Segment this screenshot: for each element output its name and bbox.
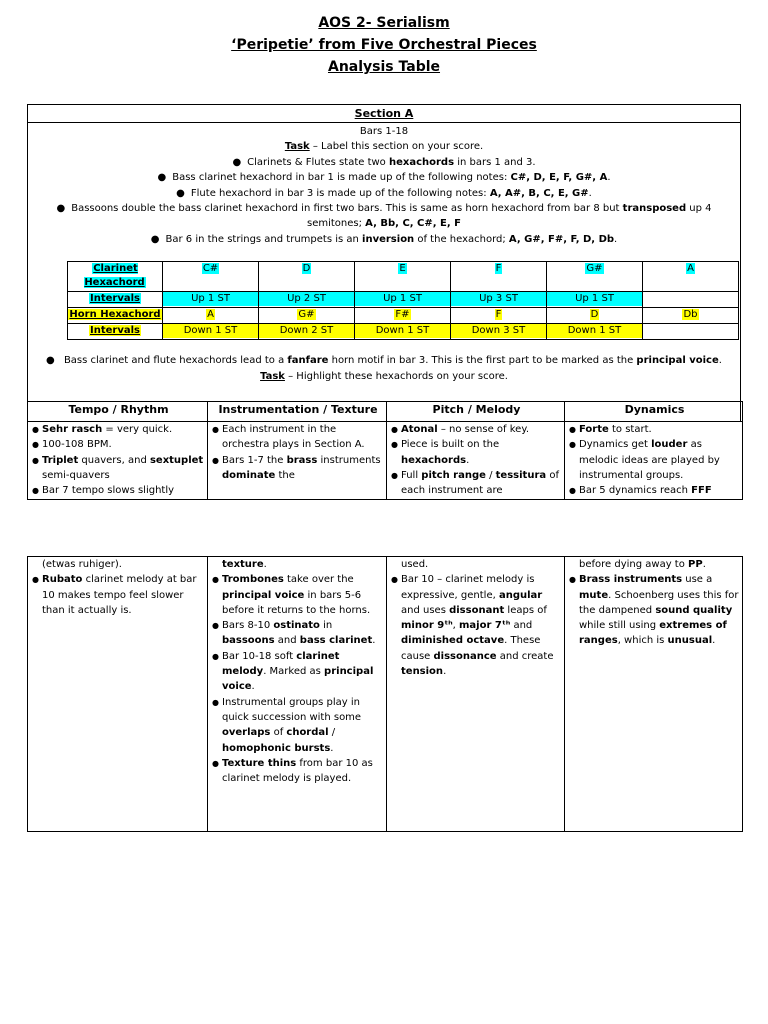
bold-text-run: FFF [691, 485, 712, 497]
hex-label-cell [68, 308, 163, 324]
hex-row-label: Horn Hexachord [69, 309, 161, 320]
text-run: Flute hexachord in bar 3 is made up of the following notes: [190, 187, 490, 199]
title-line-2: ‘Peripetie’ from Five Orchestral Pieces [231, 37, 537, 53]
task-text: – Label this section on your score. [309, 141, 484, 153]
text-run: horn motif in bar 3. This is the first part to be marked as the [328, 355, 637, 366]
bullet-item [212, 422, 384, 453]
hex-cell-value: Down 1 ST [355, 324, 450, 338]
bold-text-run: tension [401, 666, 444, 678]
bullet-item [32, 557, 205, 572]
hex-label-cell [68, 262, 163, 292]
hex-cell [355, 262, 451, 292]
hex-cell [259, 292, 355, 308]
hex-cell-value: G# [298, 309, 315, 320]
hex-row-label: Intervals [90, 325, 140, 336]
hex-cell [643, 292, 739, 308]
bold-text-run: dominate [222, 469, 276, 481]
bullet-dot-icon: ● [46, 355, 58, 366]
text-run: . [466, 454, 470, 466]
bold-text-run: Brass instruments [579, 574, 683, 586]
analysis-table-top [27, 401, 743, 500]
text-run: . [443, 666, 447, 678]
bold-text-run: homophonic bursts [222, 742, 331, 754]
text-run: clarinet melody at bar 10 makes tempo feel slower than it actually is. [42, 574, 197, 616]
text-run: while still using [579, 620, 660, 632]
hex-cell [355, 308, 451, 324]
hex-cell-value: Down 3 ST [451, 324, 546, 338]
hex-cell [163, 308, 259, 324]
text-run: , which is [617, 635, 668, 647]
hex-row-label: Clarinet Hexachord [84, 263, 145, 288]
document-titles [0, 12, 768, 78]
header-tempo-rhythm: Tempo / Rhythm [28, 402, 208, 422]
analysis-table-bottom [27, 556, 743, 832]
bullet-item [391, 572, 562, 679]
hex-cell-value: Down 1 ST [163, 324, 258, 338]
hex-cell [163, 262, 259, 292]
bold-text-run: chordal [286, 727, 329, 739]
text-run: . Marked as [263, 666, 325, 678]
instrumentation-texture-cell [208, 422, 387, 500]
hex-cell [259, 262, 355, 292]
task-text-2: – Highlight these hexachords on your score. [284, 370, 508, 382]
text-run: , [452, 620, 459, 632]
text-run: Instrumental groups play in quick succession with some [222, 696, 362, 723]
text-run: . [712, 635, 716, 647]
text-run: Bars 8-10 [222, 620, 274, 632]
header-instrumentation-texture: Instrumentation / Texture [208, 402, 387, 422]
dynamics-cell [565, 557, 743, 832]
hex-cell [547, 308, 643, 324]
hex-cell-value: Up 1 ST [355, 292, 450, 306]
section-a-box [27, 104, 741, 422]
bullet-item [212, 756, 384, 787]
hex-cell-value: Down 2 ST [259, 324, 354, 338]
text-run: . These cause [401, 635, 541, 662]
hex-cell-value: Up 2 ST [259, 292, 354, 306]
text-run: quavers, and [78, 454, 150, 466]
hex-cell [451, 262, 547, 292]
bullet-item [32, 437, 205, 452]
text-run: . [251, 681, 255, 693]
text-run: and [274, 635, 300, 647]
header-pitch-melody: Pitch / Melody [387, 402, 565, 422]
text-run: Clarinets & Flutes state two [247, 156, 389, 168]
bold-text-run: Texture thins [222, 757, 297, 769]
text-run: Piece is built on the [401, 439, 500, 451]
text-run: . Schoenberg uses this for the dampened [579, 589, 739, 616]
text-run: the [275, 469, 295, 481]
task-label-2: Task [260, 370, 285, 382]
text-run: use a [682, 574, 713, 586]
bullet-item [569, 437, 740, 483]
hex-row [68, 262, 739, 292]
text-run: Bar 6 in the strings and trumpets is an [165, 233, 363, 245]
bullet-list [32, 422, 205, 498]
bold-text-run: fanfare [287, 355, 329, 366]
bullet-item [32, 422, 205, 437]
bullet-item [569, 557, 740, 572]
bold-text-run: principal voice [636, 355, 719, 366]
after-table-text [28, 353, 740, 384]
text-run: of [270, 727, 287, 739]
text-run: = very quick. [102, 424, 173, 435]
bullet-dot-icon: ● [176, 187, 185, 199]
bullet-list [32, 557, 205, 618]
task-label: Task [284, 141, 310, 153]
bold-text-run: A, A#, B, C, E, G# [489, 187, 589, 199]
bold-text-run: C#, D, E, F, G#, A [510, 172, 608, 184]
hex-cell-value: F# [395, 309, 410, 320]
text-run: . [588, 187, 592, 199]
section-bullet [28, 170, 740, 185]
hex-cell-value: D [302, 263, 311, 274]
text-run: / [485, 469, 496, 481]
text-run: – no sense of key. [437, 424, 529, 435]
bold-text-run: dissonance [433, 650, 497, 662]
bullet-item [212, 695, 384, 756]
bold-text-run: angular [498, 589, 543, 601]
bold-text-run: overlaps [222, 727, 271, 739]
text-run: leaps of [504, 604, 547, 616]
bold-text-run: hexachords [388, 156, 455, 168]
hex-cell-value: Down 1 ST [547, 324, 642, 338]
hex-cell [355, 292, 451, 308]
text-run: Each instrument in the orchestra plays in Section A. [222, 424, 365, 451]
hexachord-table [67, 261, 739, 340]
bullet-item [391, 468, 562, 499]
hex-cell [643, 262, 739, 292]
fanfare-bullet [28, 353, 740, 369]
tempo-rhythm-cell [28, 422, 208, 500]
hex-cell-value: Up 3 ST [451, 292, 546, 306]
bullet-list [391, 422, 562, 498]
bold-text-run: dissonant [449, 604, 505, 616]
bullet-item [569, 572, 740, 648]
hex-cell [643, 324, 739, 340]
text-run: take over the [283, 574, 354, 586]
hex-row [68, 324, 739, 340]
text-run: . [372, 635, 376, 647]
hex-cell-value: Up 1 ST [547, 292, 642, 306]
section-bullet [28, 201, 740, 232]
bold-text-run: inversion [362, 233, 415, 245]
analysis-row [28, 557, 743, 832]
hex-cell-value: A [687, 263, 694, 274]
text-run: (etwas ruhiger). [42, 559, 122, 570]
bold-text-run: sextuplet [149, 454, 204, 466]
text-run: used. [401, 559, 429, 570]
bold-text-run: unusual [667, 635, 713, 647]
hex-cell [451, 292, 547, 308]
bullet-item [212, 557, 384, 572]
bold-text-run: Rubato [42, 574, 83, 586]
hex-cell [451, 324, 547, 340]
hex-row [68, 308, 739, 324]
hex-cell-value: Up 1 ST [163, 292, 258, 306]
text-run: Bar 5 dynamics reach [579, 485, 692, 497]
bullet-dot-icon: ● [232, 156, 242, 168]
bold-text-run: Sehr rasch [42, 424, 103, 435]
text-run: Bar 7 tempo slows slightly [42, 485, 175, 497]
bullet-item [391, 422, 562, 437]
bold-text-run: pitch range [421, 469, 486, 481]
hex-cell [547, 262, 643, 292]
task-line-1 [28, 139, 740, 154]
hex-cell [163, 324, 259, 340]
bold-text-run: diminished octave [401, 635, 505, 647]
hex-label-cell [68, 324, 163, 340]
hex-cell-value: A [207, 309, 214, 320]
hex-cell-value: F [495, 263, 502, 274]
hex-label-cell [68, 292, 163, 308]
bold-text-run: Triplet [42, 454, 79, 466]
hex-cell-value: F [495, 309, 502, 320]
bold-text-run: Atonal [401, 424, 438, 435]
section-bullet [28, 232, 740, 247]
text-run: Bassoons double the bass clarinet hexachord in first two bars. This is same as horn hexachord from bar 8 but [71, 203, 623, 215]
section-heading: Section A [28, 105, 740, 123]
hex-cell [643, 308, 739, 324]
text-run: in [319, 620, 333, 632]
bold-text-run: Trombones [222, 574, 284, 586]
bold-text-run: hexachords [401, 454, 467, 466]
bullet-list [569, 422, 740, 498]
bold-text-run: sound quality [655, 604, 733, 616]
text-run: . [702, 559, 706, 570]
hex-cell [259, 308, 355, 324]
hex-cell-value: D [590, 309, 599, 320]
text-run: . [263, 559, 267, 570]
text-run: 100-108 BPM. [42, 439, 112, 451]
bold-text-run: major 7ᵗʰ [459, 620, 511, 632]
bold-text-run: extremes of ranges [579, 620, 727, 647]
dynamics-cell [565, 422, 743, 500]
bullet-list [569, 557, 740, 649]
header-dynamics: Dynamics [565, 402, 743, 422]
bold-text-run: ostinato [273, 620, 320, 632]
text-run: semi-quavers [42, 469, 110, 481]
hex-cell [355, 324, 451, 340]
hex-row-label: Intervals [90, 293, 140, 304]
bullet-item [212, 572, 384, 618]
section-bullet [28, 155, 740, 170]
text-run: Bass clarinet hexachord in bar 1 is made up of the following notes: [172, 172, 511, 184]
bold-text-run: clarinet melody [222, 650, 340, 678]
title-line-1: AOS 2- Serialism [318, 15, 450, 31]
tempo-rhythm-cell [28, 557, 208, 832]
text-run: instruments [317, 454, 381, 466]
bullet-item [391, 437, 562, 468]
bold-text-run: principal voice [222, 589, 305, 601]
text-run: Bass clarinet and flute hexachords lead to a [63, 355, 288, 366]
text-run: . [718, 355, 722, 366]
bullet-item [212, 649, 384, 695]
bullet-item [212, 453, 384, 484]
text-run: of the hexachord; [414, 233, 509, 245]
text-run: in bars 5-6 before it returns to the horns. [222, 589, 371, 616]
hex-cell-value: E [399, 263, 406, 274]
bullet-list [212, 422, 384, 483]
bold-text-run: mute [579, 589, 609, 601]
bullet-list [391, 557, 562, 679]
bullet-item [32, 572, 205, 618]
bold-text-run: Forte [579, 424, 609, 435]
bars-label: Bars 1-18 [359, 126, 409, 137]
bullet-item [569, 422, 740, 437]
bold-text-run: principal voice [222, 666, 374, 693]
text-run: from bar 10 as clarinet melody is played. [222, 757, 373, 785]
bold-text-run: transposed [622, 203, 687, 215]
bold-text-run: texture [222, 559, 264, 570]
bold-text-run: tessitura [495, 469, 547, 481]
bullet-dot-icon: ● [150, 233, 160, 245]
pitch-melody-cell [387, 422, 565, 500]
hex-cell [163, 292, 259, 308]
bullet-dot-icon: ● [56, 203, 66, 215]
hex-cell [451, 308, 547, 324]
hex-cell [547, 324, 643, 340]
bullet-dot-icon: ● [157, 172, 167, 184]
text-run: . [330, 742, 334, 754]
bold-text-run: minor 9ᵗʰ [401, 620, 453, 632]
text-run: / [328, 727, 336, 739]
text-run: and [510, 620, 533, 632]
hex-cell [259, 324, 355, 340]
text-run: in bars 1 and 3. [454, 156, 536, 168]
bold-text-run: louder [651, 439, 688, 451]
text-run: as melodic ideas are played by instrumental groups. [579, 439, 720, 481]
task-line-2 [28, 369, 740, 385]
bullet-item [391, 557, 562, 572]
hex-cell-value: G# [586, 263, 603, 274]
hex-cell-value: C# [202, 263, 219, 274]
hex-cell-value: Db [683, 309, 698, 320]
bold-text-run: bassoons [222, 635, 275, 647]
bold-text-run: bass clarinet [299, 635, 373, 647]
text-run: to start. [608, 424, 652, 435]
section-bullets [28, 155, 740, 247]
bullet-item [32, 483, 205, 498]
bullet-item [212, 618, 384, 649]
bullet-item [569, 483, 740, 498]
hex-cell [547, 292, 643, 308]
text-run: of each instrument are [401, 469, 559, 497]
text-run: and create [496, 650, 554, 662]
section-bullet [28, 186, 740, 201]
text-run: . [607, 172, 611, 184]
hexachord-table-wrap [67, 261, 739, 340]
hex-row [68, 292, 739, 308]
text-run: . [614, 233, 618, 245]
text-run: and uses [401, 604, 450, 616]
analysis-row [28, 422, 743, 500]
bold-text-run: A, Bb, C, C#, E, F [365, 218, 461, 230]
bold-text-run: A, G#, F#, F, D, Db [508, 233, 615, 245]
text-run: Bar 10-18 soft [222, 650, 297, 662]
text-run: Bars 1-7 the [222, 454, 287, 466]
text-run: up 4 semitones; [307, 203, 712, 230]
section-a-body [28, 123, 740, 247]
text-run: Dynamics get [579, 439, 652, 451]
pitch-melody-cell [387, 557, 565, 832]
bullet-list [212, 557, 384, 786]
text-run: Full [401, 469, 422, 481]
instrumentation-texture-cell [208, 557, 387, 832]
bullet-item [32, 453, 205, 484]
title-line-3: Analysis Table [327, 59, 441, 75]
text-run: Bar 10 – clarinet melody is expressive, gentle, [401, 574, 535, 601]
bold-text-run: PP [688, 559, 703, 570]
bold-text-run: brass [286, 454, 318, 466]
text-run: before dying away to [579, 559, 689, 570]
